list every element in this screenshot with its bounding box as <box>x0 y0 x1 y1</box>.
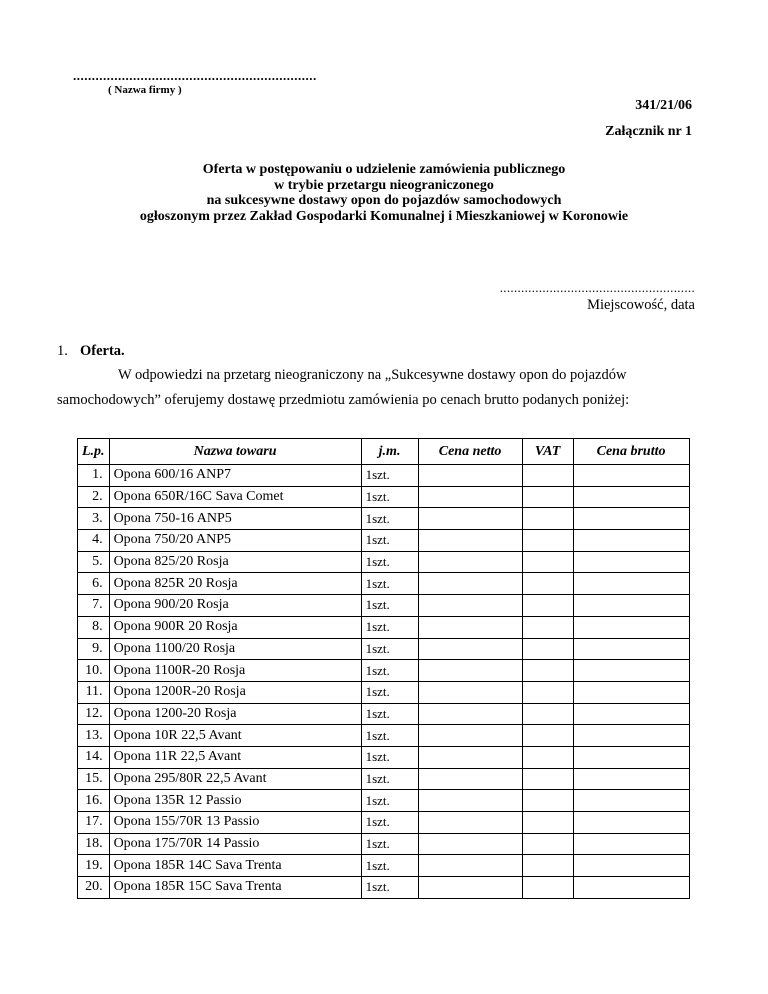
row-product-name: Opona 750-16 ANP5 <box>109 508 361 530</box>
header-product-name: Nazwa towaru <box>109 439 361 465</box>
row-net-price-cell[interactable] <box>418 877 522 899</box>
row-unit: 1szt. <box>361 855 418 877</box>
row-lp: 9. <box>78 638 110 660</box>
row-lp: 6. <box>78 573 110 595</box>
row-gross-price-cell[interactable] <box>573 833 689 855</box>
row-lp: 14. <box>78 746 110 768</box>
header-net-price: Cena netto <box>418 439 522 465</box>
row-unit: 1szt. <box>361 595 418 617</box>
row-product-name: Opona 11R 22,5 Avant <box>109 746 361 768</box>
row-net-price-cell[interactable] <box>418 703 522 725</box>
row-net-price-cell[interactable] <box>418 833 522 855</box>
row-product-name: Opona 10R 22,5 Avant <box>109 725 361 747</box>
intro-line-1: W odpowiedzi na przetarg nieograniczony na „Sukcesywne dostawy opon do pojazdów <box>118 367 627 383</box>
row-vat-cell[interactable] <box>522 486 573 508</box>
row-lp: 8. <box>78 616 110 638</box>
row-vat-cell[interactable] <box>522 768 573 790</box>
row-net-price-cell[interactable] <box>418 616 522 638</box>
row-vat-cell[interactable] <box>522 746 573 768</box>
section-title: Oferta. <box>80 343 125 359</box>
row-unit: 1szt. <box>361 638 418 660</box>
row-lp: 16. <box>78 790 110 812</box>
row-vat-cell[interactable] <box>522 595 573 617</box>
row-gross-price-cell[interactable] <box>573 486 689 508</box>
row-gross-price-cell[interactable] <box>573 812 689 834</box>
header-lp: L.p. <box>78 439 110 465</box>
row-unit: 1szt. <box>361 703 418 725</box>
row-vat-cell[interactable] <box>522 812 573 834</box>
row-product-name: Opona 185R 14C Sava Trenta <box>109 855 361 877</box>
row-gross-price-cell[interactable] <box>573 768 689 790</box>
row-gross-price-cell[interactable] <box>573 595 689 617</box>
row-gross-price-cell[interactable] <box>573 877 689 899</box>
row-product-name: Opona 155/70R 13 Passio <box>109 812 361 834</box>
row-lp: 2. <box>78 486 110 508</box>
row-vat-cell[interactable] <box>522 725 573 747</box>
row-gross-price-cell[interactable] <box>573 638 689 660</box>
row-lp: 15. <box>78 768 110 790</box>
row-gross-price-cell[interactable] <box>573 855 689 877</box>
row-net-price-cell[interactable] <box>418 812 522 834</box>
table-row <box>78 465 690 487</box>
row-unit: 1szt. <box>361 681 418 703</box>
row-vat-cell[interactable] <box>522 877 573 899</box>
row-lp: 5. <box>78 551 110 573</box>
row-lp: 11. <box>78 681 110 703</box>
row-lp: 10. <box>78 660 110 682</box>
title-line-2: w trybie przetargu nieograniczonego <box>274 177 494 193</box>
table-row <box>78 616 690 638</box>
row-product-name: Opona 650R/16C Sava Comet <box>109 486 361 508</box>
table-header-row <box>78 439 690 465</box>
row-gross-price-cell[interactable] <box>573 465 689 487</box>
table-row <box>78 681 690 703</box>
row-product-name: Opona 295/80R 22,5 Avant <box>109 768 361 790</box>
place-date-label: Miejscowość, data <box>587 297 695 313</box>
row-net-price-cell[interactable] <box>418 681 522 703</box>
table-row <box>78 660 690 682</box>
price-table <box>77 438 690 899</box>
row-lp: 3. <box>78 508 110 530</box>
row-gross-price-cell[interactable] <box>573 703 689 725</box>
row-net-price-cell[interactable] <box>418 465 522 487</box>
row-vat-cell[interactable] <box>522 638 573 660</box>
row-net-price-cell[interactable] <box>418 790 522 812</box>
row-gross-price-cell[interactable] <box>573 616 689 638</box>
section-number: 1. <box>57 343 68 359</box>
row-net-price-cell[interactable] <box>418 768 522 790</box>
title-line-3: na sukcesywne dostawy opon do pojazdów samochodowych <box>206 193 562 208</box>
row-unit: 1szt. <box>361 725 418 747</box>
row-vat-cell[interactable] <box>522 616 573 638</box>
row-net-price-cell[interactable] <box>418 530 522 552</box>
row-product-name: Opona 600/16 ANP7 <box>109 465 361 487</box>
row-product-name: Opona 135R 12 Passio <box>109 790 361 812</box>
row-vat-cell[interactable] <box>522 508 573 530</box>
row-vat-cell[interactable] <box>522 703 573 725</box>
row-gross-price-cell[interactable] <box>573 746 689 768</box>
row-unit: 1szt. <box>361 812 418 834</box>
table-body <box>78 465 690 899</box>
intro-line-2: samochodowych” oferujemy dostawę przedmiotu zamówienia po cenach brutto podanych poniżej: <box>57 392 630 408</box>
row-net-price-cell[interactable] <box>418 573 522 595</box>
table-row <box>78 833 690 855</box>
row-gross-price-cell[interactable] <box>573 681 689 703</box>
row-net-price-cell[interactable] <box>418 660 522 682</box>
table-row <box>78 790 690 812</box>
company-name-field: ................................................................. <box>73 68 317 83</box>
row-gross-price-cell[interactable] <box>573 790 689 812</box>
table-row <box>78 768 690 790</box>
row-unit: 1szt. <box>361 790 418 812</box>
row-product-name: Opona 825R 20 Rosja <box>109 573 361 595</box>
table-row <box>78 855 690 877</box>
row-vat-cell[interactable] <box>522 833 573 855</box>
row-gross-price-cell[interactable] <box>573 573 689 595</box>
row-unit: 1szt. <box>361 768 418 790</box>
row-net-price-cell[interactable] <box>418 508 522 530</box>
row-unit: 1szt. <box>361 465 418 487</box>
row-lp: 13. <box>78 725 110 747</box>
row-unit: 1szt. <box>361 660 418 682</box>
row-lp: 17. <box>78 812 110 834</box>
row-lp: 1. <box>78 465 110 487</box>
table-row <box>78 573 690 595</box>
row-unit: 1szt. <box>361 530 418 552</box>
row-unit: 1szt. <box>361 746 418 768</box>
row-gross-price-cell[interactable] <box>573 530 689 552</box>
table-row <box>78 551 690 573</box>
document-title <box>0 162 768 224</box>
row-gross-price-cell[interactable] <box>573 660 689 682</box>
row-net-price-cell[interactable] <box>418 855 522 877</box>
row-net-price-cell[interactable] <box>418 638 522 660</box>
company-name-label: ( Nazwa firmy ) <box>108 84 182 96</box>
row-unit: 1szt. <box>361 877 418 899</box>
row-net-price-cell[interactable] <box>418 725 522 747</box>
attachment-label: Załącznik nr 1 <box>605 124 692 139</box>
header-vat: VAT <box>522 439 573 465</box>
row-net-price-cell[interactable] <box>418 486 522 508</box>
row-product-name: Opona 175/70R 14 Passio <box>109 833 361 855</box>
row-product-name: Opona 900/20 Rosja <box>109 595 361 617</box>
row-lp: 19. <box>78 855 110 877</box>
place-date-field: ....................................................... <box>499 280 695 295</box>
row-unit: 1szt. <box>361 833 418 855</box>
table-row <box>78 486 690 508</box>
row-lp: 12. <box>78 703 110 725</box>
table-row <box>78 508 690 530</box>
row-gross-price-cell[interactable] <box>573 551 689 573</box>
row-product-name: Opona 1200R-20 Rosja <box>109 681 361 703</box>
row-vat-cell[interactable] <box>522 790 573 812</box>
row-lp: 4. <box>78 530 110 552</box>
reference-number: 341/21/06 <box>635 98 692 113</box>
table-row <box>78 595 690 617</box>
row-product-name: Opona 1200-20 Rosja <box>109 703 361 725</box>
row-gross-price-cell[interactable] <box>573 725 689 747</box>
row-unit: 1szt. <box>361 508 418 530</box>
row-product-name: Opona 825/20 Rosja <box>109 551 361 573</box>
row-product-name: Opona 1100R-20 Rosja <box>109 660 361 682</box>
row-vat-cell[interactable] <box>522 465 573 487</box>
row-unit: 1szt. <box>361 486 418 508</box>
row-product-name: Opona 1100/20 Rosja <box>109 638 361 660</box>
table-row <box>78 812 690 834</box>
row-vat-cell[interactable] <box>522 855 573 877</box>
row-vat-cell[interactable] <box>522 660 573 682</box>
row-net-price-cell[interactable] <box>418 551 522 573</box>
row-unit: 1szt. <box>361 573 418 595</box>
row-unit: 1szt. <box>361 551 418 573</box>
title-line-1: Oferta w postępowaniu o udzielenie zamówienia publicznego <box>202 162 566 177</box>
table-row <box>78 638 690 660</box>
table-row <box>78 746 690 768</box>
row-lp: 20. <box>78 877 110 899</box>
table-row <box>78 877 690 899</box>
row-product-name: Opona 750/20 ANP5 <box>109 530 361 552</box>
row-vat-cell[interactable] <box>522 681 573 703</box>
table-row <box>78 725 690 747</box>
row-lp: 7. <box>78 595 110 617</box>
table-row <box>78 530 690 552</box>
row-lp: 18. <box>78 833 110 855</box>
row-product-name: Opona 900R 20 Rosja <box>109 616 361 638</box>
row-unit: 1szt. <box>361 616 418 638</box>
row-vat-cell[interactable] <box>522 530 573 552</box>
header-gross-price: Cena brutto <box>573 439 689 465</box>
table-row <box>78 703 690 725</box>
row-vat-cell[interactable] <box>522 573 573 595</box>
row-net-price-cell[interactable] <box>418 746 522 768</box>
row-net-price-cell[interactable] <box>418 595 522 617</box>
header-unit: j.m. <box>361 439 418 465</box>
row-product-name: Opona 185R 15C Sava Trenta <box>109 877 361 899</box>
row-gross-price-cell[interactable] <box>573 508 689 530</box>
row-vat-cell[interactable] <box>522 551 573 573</box>
title-line-4: ogłoszonym przez Zakład Gospodarki Komunalnej i Mieszkaniowej w Koronowie <box>139 208 629 224</box>
